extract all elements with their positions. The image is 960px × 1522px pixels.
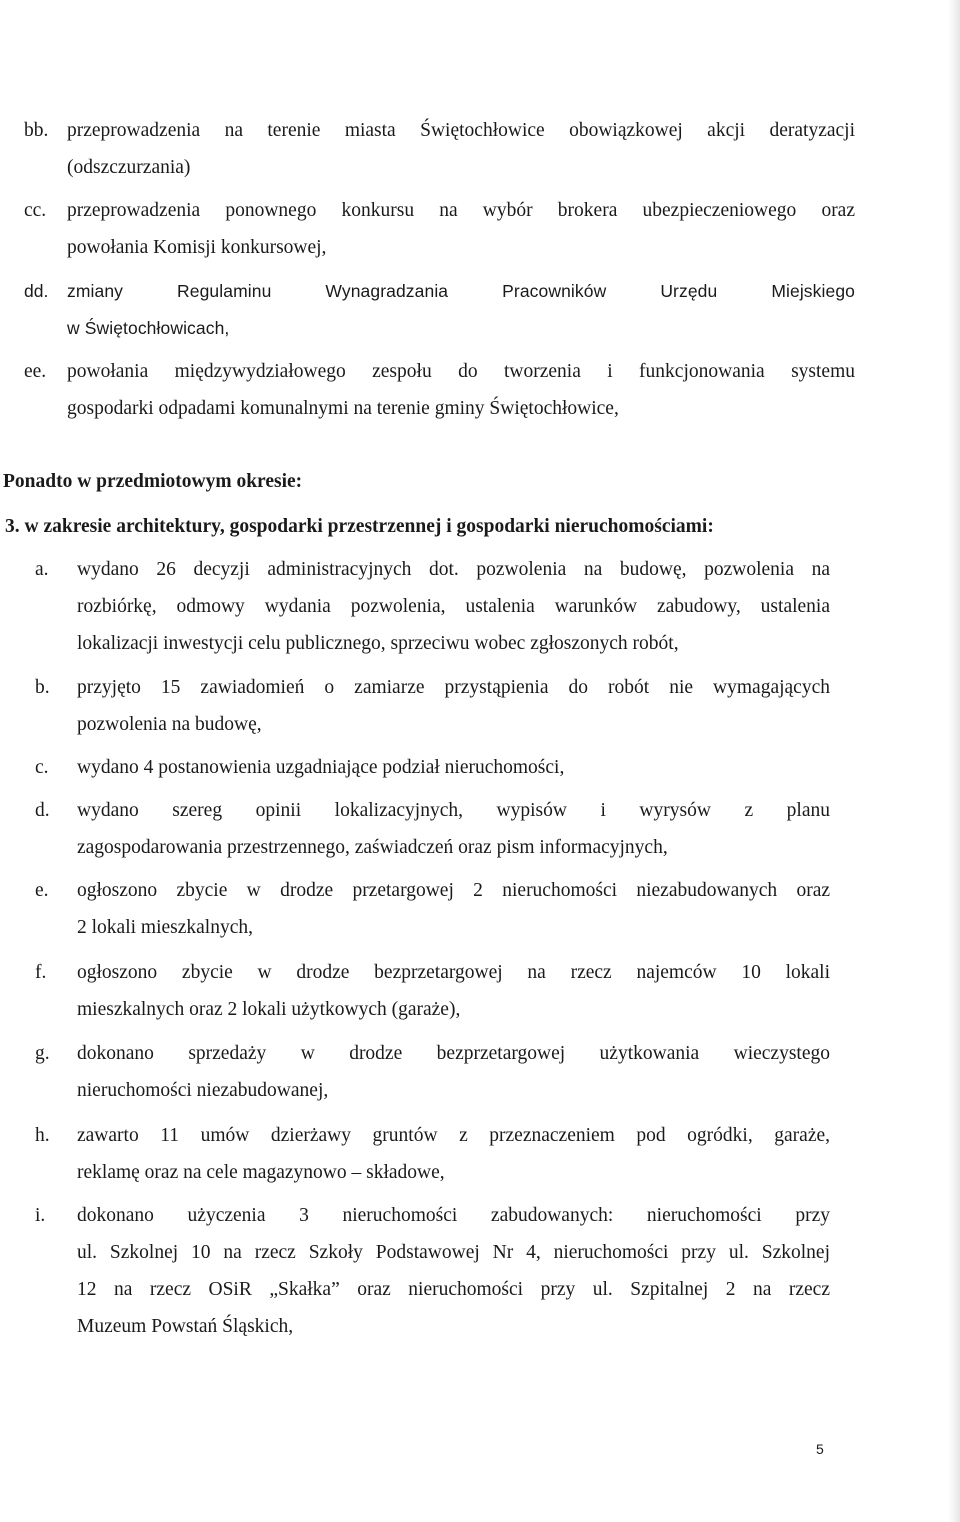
list-marker: ee.: [24, 361, 47, 382]
list-item-f: [35, 954, 835, 1028]
list-text: przeprowadzenia na terenie miasta Świętochłowice obowiązkowej akcji deratyzacji (odszczurzania): [67, 120, 855, 178]
list-text: wydano 4 postanowienia uzgadniające podział nieruchomości,: [77, 757, 565, 778]
list-item-e: [35, 872, 835, 946]
list-marker: bb.: [24, 120, 49, 141]
list-text: zmiany Regulaminu Wynagradzania Pracowników Urzędu Miejskiego w Świętochłowicach,: [67, 281, 855, 338]
list-text: wydano szereg opinii lokalizacyjnych, wypisów i wyrysów z planu zagospodarowania przestrzennego, zaświadczeń oraz pism informacyjnych,: [77, 800, 830, 858]
list-marker: e.: [35, 880, 49, 901]
list-text: dokonano sprzedaży w drodze bezprzetargowej użytkowania wieczystego nieruchomości niezabudowanej,: [77, 1043, 830, 1101]
list-text: ogłoszono zbycie w drodze przetargowej 2 nieruchomości niezabudowanych oraz 2 lokali mieszkalnych,: [77, 880, 830, 938]
list-item-cc: [24, 192, 855, 266]
list-marker: i.: [35, 1205, 46, 1226]
list-item-b: [35, 669, 835, 743]
list-marker: dd.: [24, 281, 49, 301]
list-text: wydano 26 decyzji administracyjnych dot. pozwolenia na budowę, pozwolenia na rozbiórkę, odmowy wydania pozwolenia, ustalenia warunków zabudowy, ustalenia lokalizacji inwestycji celu publicznego, sprzeciwu wobec zgłoszonych robót,: [77, 559, 830, 654]
list-marker: a.: [35, 559, 49, 580]
list-marker: h.: [35, 1125, 50, 1146]
list-text: przyjęto 15 zawiadomień o zamiarze przystąpienia do robót nie wymagających pozwolenia na budowę,: [77, 677, 830, 735]
section-3-heading: 3. w zakresie architektury, gospodarki przestrzennej i gospodarki nieruchomościami:: [5, 516, 714, 537]
list-item-ee: [24, 353, 855, 427]
list-marker: cc.: [24, 200, 47, 221]
list-marker: g.: [35, 1043, 50, 1064]
list-item-i: [35, 1197, 835, 1345]
list-item-a: [35, 551, 835, 662]
page-number: 5: [816, 1441, 824, 1457]
list-item-d: [35, 792, 835, 866]
list-item-g: [35, 1035, 835, 1109]
list-marker: d.: [35, 800, 50, 821]
list-item-dd: [24, 273, 855, 347]
list-item-c: [35, 749, 835, 786]
list-item-h: [35, 1117, 835, 1191]
list-marker: b.: [35, 677, 50, 698]
page-edge-shadow: [948, 0, 960, 1522]
moreover-heading: Ponadto w przedmiotowym okresie:: [3, 471, 303, 492]
list-text: przeprowadzenia ponownego konkursu na wybór brokera ubezpieczeniowego oraz powołania Komisji konkursowej,: [67, 200, 855, 258]
list-marker: c.: [35, 757, 49, 778]
list-text: dokonano użyczenia 3 nieruchomości zabudowanych: nieruchomości przy ul. Szkolnej 10 na rzecz Szkoły Podstawowej Nr 4, nieruchomości przy ul. Szkolnej 12 na rzecz OSiR „Skałka” oraz nieruchomości przy ul. Szpitalnej 2 na rzecz Muzeum Powstań Śląskich,: [77, 1205, 830, 1337]
list-item-bb: [24, 112, 855, 186]
list-marker: f.: [35, 962, 47, 983]
list-text: zawarto 11 umów dzierżawy gruntów z przeznaczeniem pod ogródki, garaże, reklamę oraz na cele magazynowo – składowe,: [77, 1125, 830, 1183]
list-text: ogłoszono zbycie w drodze bezprzetargowej na rzecz najemców 10 lokali mieszkalnych oraz 2 lokali użytkowych (garaże),: [77, 962, 830, 1020]
list-text: powołania międzywydziałowego zespołu do tworzenia i funkcjonowania systemu gospodarki odpadami komunalnymi na terenie gminy Świętochłowice,: [67, 361, 855, 419]
